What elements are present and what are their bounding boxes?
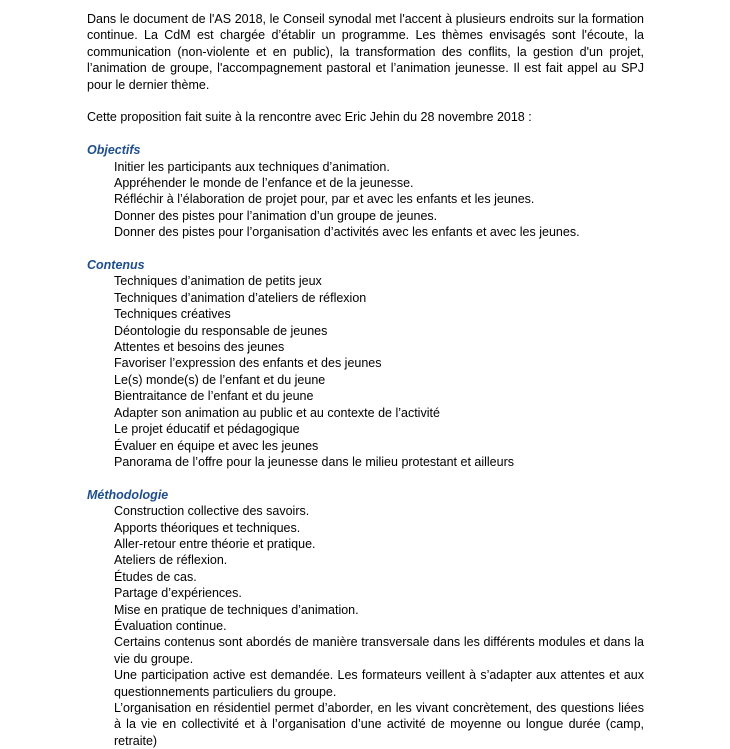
list-item: Panorama de l’offre pour la jeunesse dans le milieu protestant et ailleurs bbox=[114, 454, 514, 469]
spacer bbox=[87, 241, 644, 257]
spacer bbox=[87, 126, 644, 142]
list-item: Techniques d’animation de petits jeux bbox=[114, 274, 322, 289]
list-item: Attentes et besoins des jeunes bbox=[114, 340, 285, 355]
spacer bbox=[87, 470, 644, 486]
list-item: Évaluation continue. bbox=[114, 618, 227, 633]
methodologie-paragraph: Certains contenus sont abordés de manière transversale dans les différents modules et dans la vie du groupe. bbox=[114, 635, 644, 666]
proposal-paragraph: Cette proposition fait suite à la rencontre avec Eric Jehin du 28 novembre 2018 : bbox=[87, 110, 532, 125]
objectifs-list bbox=[87, 159, 644, 241]
methodologie-paragraph: L’organisation en résidentiel permet d’aborder, en les vivant concrètement, des questions liées à la vie en collectivité et à l’organisation d’une activité de moyenne ou longue durée (camp, retraite) bbox=[114, 701, 644, 748]
list-item: Construction collective des savoirs. bbox=[114, 504, 310, 519]
list-item: Déontologie du responsable de jeunes bbox=[114, 323, 328, 338]
list-item: Techniques créatives bbox=[114, 307, 231, 322]
spacer bbox=[87, 93, 644, 109]
list-item: Études de cas. bbox=[114, 569, 197, 584]
list-item: Évaluer en équipe et avec les jeunes bbox=[114, 438, 319, 453]
list-item: Mise en pratique de techniques d’animation. bbox=[114, 602, 359, 617]
list-item: Donner des pistes pour l’organisation d’activités avec les enfants et avec les jeunes. bbox=[114, 225, 580, 240]
list-item: Favoriser l’expression des enfants et des jeunes bbox=[114, 356, 382, 371]
list-item: Ateliers de réflexion. bbox=[114, 553, 228, 568]
methodologie-heading: Méthodologie bbox=[87, 487, 169, 502]
list-item: Adapter son animation au public et au contexte de l’activité bbox=[114, 405, 440, 420]
list-item: Techniques d’animation d’ateliers de réflexion bbox=[114, 290, 367, 305]
list-item: Appréhender le monde de l’enfance et de la jeunesse. bbox=[114, 176, 414, 191]
list-item: Apports théoriques et techniques. bbox=[114, 520, 301, 535]
list-item: Réfléchir à l’élaboration de projet pour, par et avec les enfants et les jeunes. bbox=[114, 192, 535, 207]
objectifs-heading: Objectifs bbox=[87, 143, 141, 158]
document-page bbox=[87, 11, 644, 749]
list-item: Le(s) monde(s) de l’enfant et du jeune bbox=[114, 372, 326, 387]
list-item: Partage d’expériences. bbox=[114, 586, 242, 601]
list-item: Le projet éducatif et pédagogique bbox=[114, 422, 300, 437]
contenus-heading: Contenus bbox=[87, 258, 145, 273]
list-item: Aller-retour entre théorie et pratique. bbox=[114, 536, 316, 551]
list-item: Initier les participants aux techniques d’animation. bbox=[114, 159, 390, 174]
intro-paragraph: Dans le document de l'AS 2018, le Conseil synodal met l'accent à plusieurs endroits sur la formation continue. La CdM est chargée d’établir un programme. Les thèmes envisagés sont l'écoute, la communication (non-violente et en public), la transformation des conflits, la gestion d'un projet, l’animation de groupe, l'accompagnement pastoral et l’animation jeunesse. Il est fait appel au SPJ pour le dernier thème. bbox=[87, 12, 644, 92]
contenus-list bbox=[87, 273, 644, 470]
list-item: Bientraitance de l’enfant et du jeune bbox=[114, 389, 314, 404]
methodologie-list bbox=[87, 503, 644, 634]
methodologie-paragraph: Une participation active est demandée. Les formateurs veillent à s’adapter aux attentes et aux questionnements particuliers du groupe. bbox=[114, 668, 644, 699]
list-item: Donner des pistes pour l’animation d’un groupe de jeunes. bbox=[114, 208, 438, 223]
